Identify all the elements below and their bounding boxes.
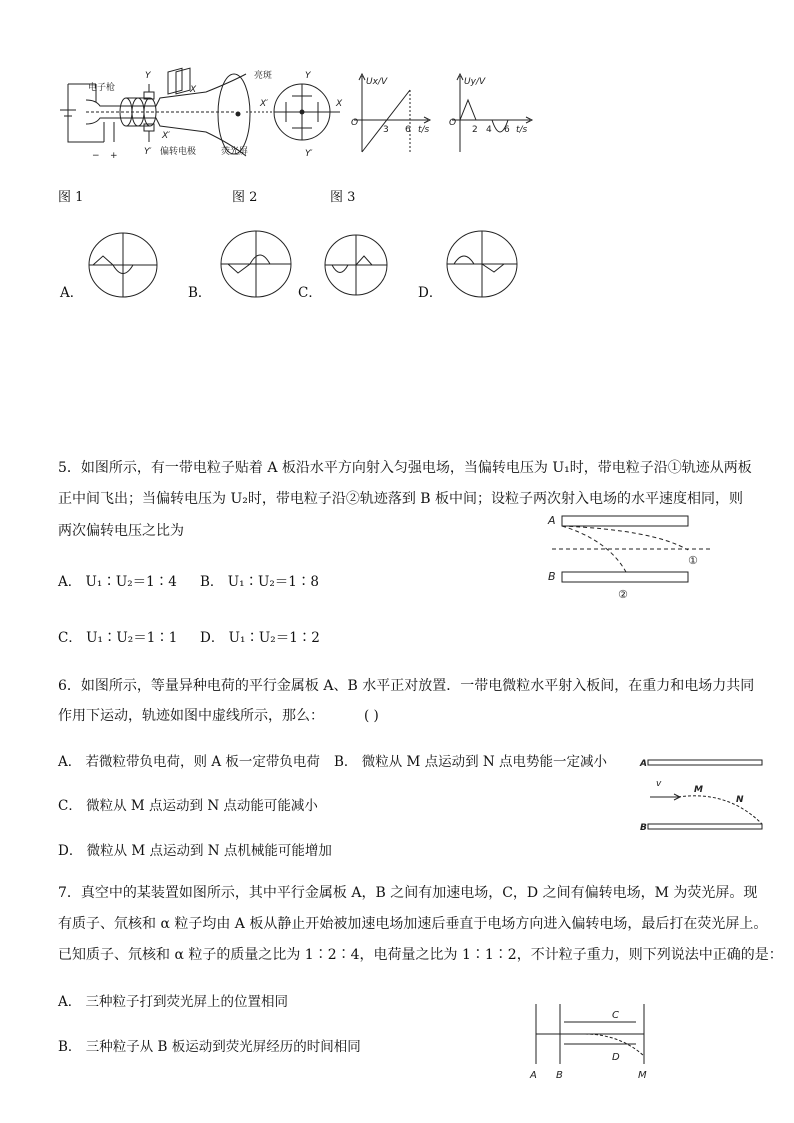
fig1-caption: 图 1 <box>58 190 84 205</box>
q7-plate-d-label: D <box>612 1052 620 1063</box>
fig2-caption: 图 2 <box>232 190 258 205</box>
q6-answer-bracket: ( ) <box>364 708 379 724</box>
q5-plate-b-label: B <box>548 570 556 583</box>
q5-line-3: 两次偏转电压之比为 <box>58 523 184 539</box>
fig1-screen-y2-label: Y′ <box>305 149 313 159</box>
q6-option-a[interactable]: A． 若微粒带负电荷，则 A 板一定带负电荷 <box>58 754 320 770</box>
q7-option-b[interactable]: B． 三种粒子从 B 板运动到荧光屏经历的时间相同 <box>58 1039 361 1055</box>
q5-option-d[interactable]: D． U₁∶U₂＝1∶2 <box>200 630 320 646</box>
fig2-tick-3: 3 <box>383 125 389 135</box>
q6-line-2: 作用下运动，轨迹如图中虚线所示，那么： <box>58 708 324 724</box>
q6-point-m-label: M <box>694 785 703 795</box>
option-d-circle <box>444 228 520 300</box>
q6-plate-b-label: B <box>640 823 647 833</box>
q7-plate-c-label: C <box>612 1010 619 1021</box>
q6-velocity-label: v <box>656 779 662 789</box>
option-a-circle <box>86 230 160 300</box>
option-b-label: B． <box>188 285 212 301</box>
q6-option-b[interactable]: B． 微粒从 M 点运动到 N 点电势能一定减小 <box>334 754 608 770</box>
q6-figure <box>638 752 768 834</box>
fig3-tick-6: 6 <box>504 125 510 135</box>
fig1-screen-y-label: Y <box>305 71 311 81</box>
oscilloscope-figure <box>56 62 346 170</box>
q6-point-n-label: N <box>736 795 744 805</box>
fig3-xlabel: t/s <box>516 125 528 135</box>
fig1-x2-label: X′ <box>162 131 171 141</box>
q5-line-1: 5．如图所示，有一带电粒子贴着 A 板沿水平方向射入匀强电场，当偏转电压为 U₁时，带电粒子沿①轨迹从两板 <box>58 460 752 476</box>
q7-line-1: 7．真空中的某装置如图所示，其中平行金属板 A，B 之间有加速电场，C，D 之间有偏转电场，M 为荧光屏。现 <box>58 885 758 901</box>
q5-path-2-label: ② <box>618 588 628 601</box>
q6-line-1: 6．如图所示，等量异种电荷的平行金属板 A、B 水平正对放置．一带电微粒水平射入板间，在重力和电场力共同 <box>58 678 755 694</box>
q5-plate-a-label: A <box>548 514 556 527</box>
q7-screen-m-label: M <box>638 1070 647 1081</box>
option-c-label: C． <box>298 285 322 301</box>
q7-figure <box>524 998 664 1084</box>
q7-line-3: 已知质子、氘核和 α 粒子的质量之比为 1∶2∶4，电荷量之比为 1∶1∶2，不计粒子重力，则下列说法中正确的是： <box>58 947 783 963</box>
q5-figure <box>544 510 714 602</box>
q5-option-a[interactable]: A． U₁∶U₂＝1∶4 <box>58 574 177 590</box>
q5-path-1-label: ① <box>688 554 698 567</box>
fig1-screen-x-label: X <box>336 99 343 109</box>
fig1-x-label: X <box>190 85 197 95</box>
q7-plate-b-label: B <box>556 1070 563 1081</box>
q6-option-d[interactable]: D． 微粒从 M 点运动到 N 点机械能可能增加 <box>58 843 332 859</box>
option-d-label: D． <box>418 285 443 301</box>
q5-line-2: 正中间飞出；当偏转电压为 U₂时，带电粒子沿②轨迹落到 B 板中间；设粒子两次射入电场的水平速度相同，则 <box>58 491 744 507</box>
fig1-minus-label: − <box>92 151 100 161</box>
fig3-tick-2: 2 <box>472 125 478 135</box>
fig2-graph <box>348 72 434 160</box>
fig2-tick-6: 6 <box>405 125 411 135</box>
q5-option-c[interactable]: C． U₁∶U₂＝1∶1 <box>58 630 178 646</box>
option-a-label: A． <box>60 285 84 301</box>
fig2-origin: O <box>351 118 359 128</box>
fig3-graph <box>446 72 536 160</box>
q5-option-b[interactable]: B． U₁∶U₂＝1∶8 <box>200 574 319 590</box>
q6-plate-a-label: A <box>640 759 647 769</box>
fig3-caption: 图 3 <box>330 190 356 205</box>
q7-option-a[interactable]: A． 三种粒子打到荧光屏上的位置相同 <box>58 994 289 1010</box>
fig1-screen-label: 荧光屏 <box>221 147 249 157</box>
fig1-spot-label: 亮斑 <box>254 71 273 81</box>
fig1-plus-label: + <box>110 151 118 161</box>
fig3-ylabel: Uy/V <box>464 77 486 87</box>
fig1-y-label: Y <box>145 71 151 81</box>
fig1-y2-label: Y′ <box>144 147 152 157</box>
fig1-gun-label: 电子枪 <box>88 83 116 93</box>
fig1-deflector-label: 偏转电极 <box>160 147 197 157</box>
q7-plate-a-label: A <box>530 1070 537 1081</box>
fig2-ylabel: Ux/V <box>366 77 388 87</box>
option-c-circle <box>322 232 390 298</box>
q6-option-c[interactable]: C． 微粒从 M 点运动到 N 点动能可能减小 <box>58 798 318 814</box>
fig1-screen-x2-label: X′ <box>260 99 269 109</box>
fig2-xlabel: t/s <box>418 125 430 135</box>
q7-line-2: 有质子、氘核和 α 粒子均由 A 板从静止开始被加速电场加速后垂直于电场方向进入偏转电场，最后打在荧光屏上。 <box>58 916 768 932</box>
fig3-tick-4: 4 <box>486 125 492 135</box>
fig3-origin: O <box>449 118 457 128</box>
option-b-circle <box>218 228 294 300</box>
